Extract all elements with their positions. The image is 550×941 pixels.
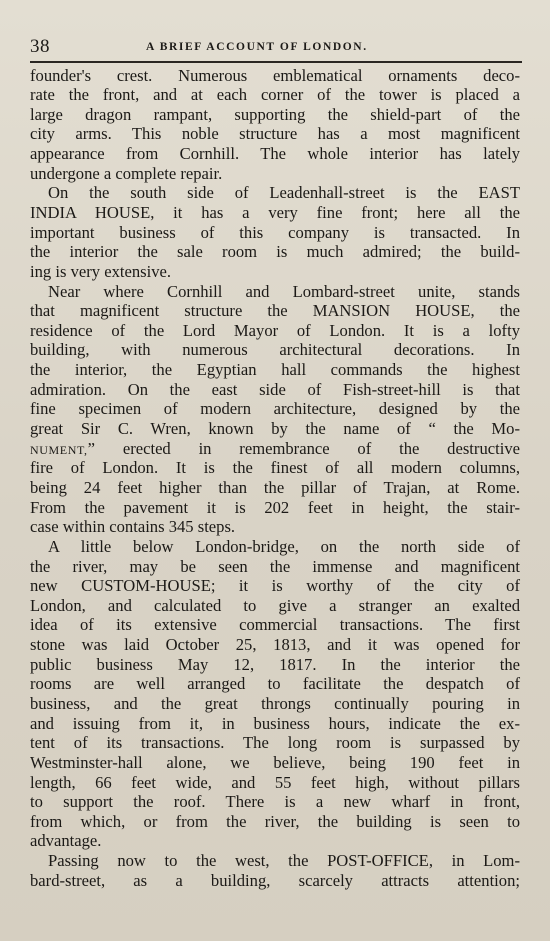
- text-line: rooms are well arranged to facilitate the despatch of: [30, 674, 520, 694]
- text-line: INDIA HOUSE, it has a very fine front; here all the: [30, 202, 520, 222]
- paragraph: [30, 537, 520, 851]
- text-line: building, with numerous architectural decorations. In: [30, 340, 520, 360]
- text-line: rate the front, and at each corner of the tower is placed a: [30, 85, 520, 105]
- page-header: [30, 36, 520, 58]
- text-line: Passing now to the west, the POST-OFFICE, in Lom-: [48, 851, 520, 871]
- text-line: length, 66 feet wide, and 55 feet high, without pillars: [30, 772, 520, 792]
- text-line: founder's crest. Numerous emblematical ornaments deco-: [30, 65, 520, 85]
- text-line: A little below London-bridge, on the north side of: [48, 536, 520, 556]
- paragraph: [30, 282, 520, 537]
- text-line: idea of its extensive commercial transactions. The first: [30, 615, 520, 635]
- text-line: On the south side of Leadenhall-street is the EAST: [48, 183, 520, 203]
- text-line: fine specimen of modern architecture, designed by the: [30, 399, 520, 419]
- text-line: bard-street, as a building, scarcely attracts attention;: [30, 870, 520, 890]
- text-line: appearance from Cornhill. The whole interior has lately: [30, 144, 520, 164]
- text-line: case within contains 345 steps.: [30, 517, 236, 537]
- text-line: new CUSTOM-HOUSE; it is worthy of the city of: [30, 576, 520, 596]
- text-line: Westminster-hall alone, we believe, being 190 feet in: [30, 752, 520, 772]
- text-line: large dragon rampant, supporting the shield-part of the: [30, 104, 520, 124]
- text-line: to support the roof. There is a new wharf in front,: [30, 792, 520, 812]
- body-text: [30, 66, 520, 891]
- text-line: business, and the great throngs continually pouring in: [30, 694, 520, 713]
- header-rule: [30, 61, 522, 63]
- text-line: and issuing from it, in business hours, indicate the ex-: [30, 713, 520, 733]
- paragraph: [30, 851, 520, 890]
- running-title: A BRIEF ACCOUNT OF LONDON.: [146, 41, 368, 53]
- text-line: being 24 feet higher than the pillar of Trajan, at Rome.: [30, 477, 520, 497]
- paragraph: [30, 66, 520, 184]
- text-line: From the pavement it is 202 feet in height, the stair-: [30, 497, 520, 517]
- text-line: stone was laid October 25, 1813, and it was opened for: [30, 635, 520, 655]
- page-number: 38: [30, 36, 50, 57]
- text-line: great Sir C. Wren, known by the name of “ the Mo-: [30, 419, 520, 439]
- text-line: tent of its transactions. The long room is surpassed by: [30, 733, 520, 753]
- text-line: public business May 12, 1817. In the interior the: [30, 654, 520, 674]
- text-line: fire of London. It is the finest of all modern columns,: [30, 458, 520, 478]
- text-line: London, and calculated to give a stranger an exalted: [30, 595, 520, 615]
- text-line: the river, may be seen the immense and magnificent: [30, 556, 520, 576]
- text-line: undergone a complete repair.: [30, 163, 223, 183]
- text-line: the interior the sale room is much admired; the build-: [30, 242, 520, 262]
- text-line: residence of the Lord Mayor of London. It is a lofty: [30, 320, 520, 340]
- text-line: admiration. On the east side of Fish-street-hill is that: [30, 379, 520, 399]
- text-line: important business of this company is transacted. In: [30, 222, 520, 242]
- text-line: the interior, the Egyptian hall commands the highest: [30, 360, 520, 380]
- paragraph: [30, 183, 520, 281]
- text-line: that magnificent structure the MANSION HOUSE, the: [30, 301, 520, 321]
- text-line: advantage.: [30, 831, 102, 851]
- text-line: NUMENT,” erected in remembrance of the destructive: [30, 438, 520, 458]
- text-line: Near where Cornhill and Lombard-street unite, stands: [48, 281, 520, 301]
- text-line: from which, or from the river, the building is seen to: [30, 811, 520, 831]
- text-line: ing is very extensive.: [30, 261, 172, 281]
- text-line: city arms. This noble structure has a most magnificent: [30, 124, 520, 144]
